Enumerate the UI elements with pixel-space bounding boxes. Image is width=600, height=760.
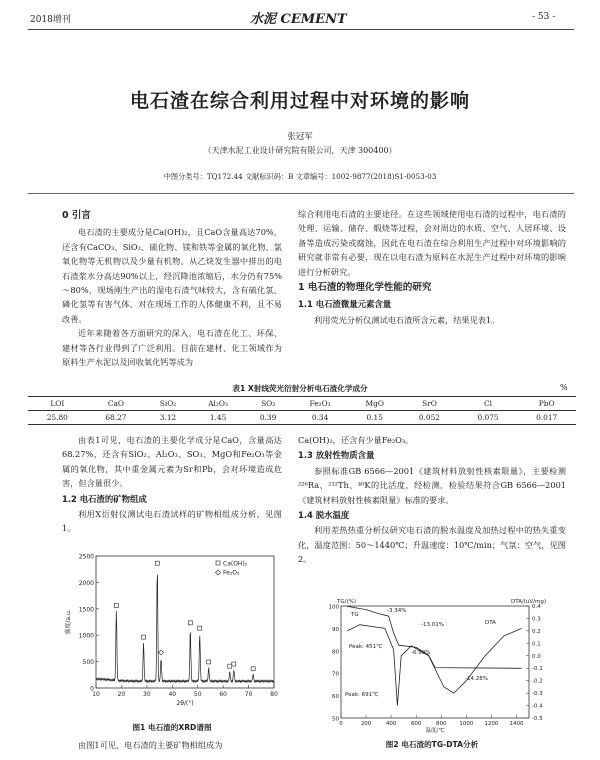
- paragraph: Ca(OH)₂，还含有少量Fe₂O₃。: [298, 435, 414, 445]
- table-cell: 0.017: [517, 411, 576, 425]
- left-column: [62, 207, 282, 369]
- peak-marker-caoh2: [207, 660, 211, 664]
- table-header-cell: SO₃: [245, 397, 291, 411]
- journal-logo: 水泥 CEMENT: [250, 12, 347, 27]
- peak-marker-caoh2: [228, 664, 232, 668]
- x-tick-label: 1000: [459, 721, 474, 727]
- y-left-axis-label: TG/(%): [337, 599, 356, 605]
- y-right-tick-label: 0.2: [532, 628, 541, 635]
- page-number: - 53 -: [532, 12, 556, 22]
- xrd-spectrum-line: [96, 575, 274, 683]
- subsection-heading: 1.1 电石渣微量元素含量: [298, 299, 392, 310]
- x-tick-label: 50: [193, 691, 202, 698]
- section-heading: 0 引言: [62, 210, 91, 221]
- title-rule: [28, 193, 574, 194]
- plot-frame: [96, 556, 274, 688]
- classification-line: 中图分类号：TQ172.44 文献标识码：B 文章编号：1002-9877(2018)S1-0053-03: [163, 172, 437, 181]
- paragraph: 参照标准GB 6566—2001《建筑材料放射性核素限量》，主要检测²²⁶Ra、²³²Th、⁴⁰K的比活度，经检测，检验结果符合GB 6566—2001《建筑材料放射性核素限量》标准的要求。: [298, 465, 566, 505]
- table-header-row: [28, 397, 576, 411]
- y-right-tick-label: 0.3: [532, 616, 541, 623]
- y-tick-label: 2000: [78, 579, 94, 587]
- x-axis-label: 温度/℃: [425, 728, 445, 734]
- y-tick-label: 0: [90, 685, 94, 693]
- x-tick-label: 0: [339, 721, 343, 727]
- chart-annotation: DTA: [485, 620, 496, 626]
- x-tick-label: 80: [270, 691, 278, 698]
- right-column: [298, 207, 566, 327]
- x-tick-label: 400: [385, 721, 397, 727]
- tg-dta-plot-group: [329, 599, 547, 734]
- y-right-tick-label: -0.3: [532, 691, 543, 698]
- y-left-tick-label: 50: [332, 716, 339, 723]
- chart-annotation: -3.34%: [387, 608, 407, 614]
- figure-2-caption: 图2 电石渣的TG-DTA分析: [385, 740, 479, 749]
- x-tick-label: 70: [244, 691, 253, 698]
- table-caption: 表1 X射线荧光衍射分析电石渣化学成分: [232, 384, 368, 393]
- x-tick-label: 200: [360, 721, 372, 727]
- tg-series-line: [347, 606, 521, 668]
- section-heading: 1 电石渣的物理化学性能的研究: [298, 282, 432, 294]
- header-rule: [28, 29, 574, 30]
- table-cell: 68.27: [87, 411, 146, 425]
- table-header-cell: CaO: [87, 397, 146, 411]
- paragraph: 利用X衍射仪测试电石渣试样的矿物相组成分析，见图1。: [62, 509, 282, 534]
- y-right-tick-label: -0.2: [532, 678, 543, 685]
- article-title: 电石渣在综合利用过程中对环境的影响: [129, 90, 470, 112]
- table-header-cell: PbO: [517, 397, 576, 411]
- chart-annotation: -6.90%: [411, 650, 431, 656]
- paragraph: 由表1可见，电石渣的主要化学成分是CaO，含量高达68.27%，还含有SiO₂、Al₂O₃、SO₃、MgO和Fe₂O₃等金属的氧化物，其中重金属元素为Sr和Pb，会对环境造成危害，但含量很少。: [62, 435, 282, 489]
- y-tick-label: 1000: [78, 632, 94, 640]
- composition-table: [28, 396, 576, 425]
- peak-marker-caoh2: [155, 561, 159, 565]
- journal-issue: 2018增刊: [30, 15, 71, 25]
- legend-label: Ca(OH)₂: [223, 560, 248, 568]
- y-left-tick-label: 60: [332, 694, 339, 701]
- lower-right-column: [298, 433, 566, 567]
- table-row: [28, 411, 576, 425]
- peak-marker-caoh2: [251, 667, 255, 671]
- paragraph: 利用差热热重分析仪研究电石渣的脱水温度及加热过程中的热失重变化，温度范围：50～1440℃；升温速度：10℃/min；气氛：空气，见图2。: [298, 525, 566, 565]
- y-right-tick-label: -0.1: [532, 666, 543, 673]
- peak-marker-fe2o3: [159, 650, 164, 655]
- author: 张冠军: [287, 132, 313, 142]
- x-tick-label: 1200: [484, 721, 499, 727]
- x-axis-label: 2θ/(°): [176, 700, 194, 707]
- tg-dta-chart: [315, 596, 565, 734]
- paragraph: 电石渣的主要成分是Ca(OH)₂，且CaO含量高达70%，还含有CaCO₃、SiO₂、硫化物、镁和铁等金属的氧化物、氯氧化物等无机物以及少量有机物。从乙炔发生器中排出的电石渣浆水分高达90%以上，经沉降池浓缩后，水分仍有75%～80%，现场刚生产出的湿电石渣气味较大，含有硫化氢、磷化氢等有害气体，对在现场工作的人体健康不利，且不易改善。: [62, 227, 282, 324]
- y-left-tick-label: 100: [328, 604, 339, 611]
- subsection-heading: 1.4 脱水温度: [298, 510, 350, 521]
- y-right-tick-label: 0.4: [532, 604, 541, 610]
- legend-marker-caoh2: [216, 561, 220, 565]
- table-header-cell: Fe₂O₃: [291, 397, 349, 411]
- xrd-chart: [62, 548, 282, 716]
- lower-left-tail: [62, 738, 282, 752]
- peak-marker-caoh2: [188, 621, 192, 625]
- paragraph: 综合利用电石渣的主要途径。在这些领域使用电石渣的过程中，电石渣的处理、运输、储存、煅烧等过程，会对周边的水质、空气、人居环境、设备等造成污染或腐蚀，因此在电石渣在综合利用生产过程中对环境影响的研究就非常有必要，现在以电石渣为原料在水泥生产过程中对环境的影响进行分析研究。: [298, 209, 566, 277]
- table-header-cell: SiO₂: [145, 397, 191, 411]
- xrd-plot-group: [64, 554, 278, 708]
- legend-label: Fe₂O₃: [223, 569, 240, 577]
- y-tick-label: 2500: [78, 553, 94, 561]
- paragraph: 由图1可见，电石渣的主要矿物相组成为: [78, 740, 223, 750]
- paragraph: 利用荧光分析仪测试电石渣所含元素，结果见表1。: [314, 314, 500, 325]
- figure-1-caption: 图1 电石渣的XRD谱图: [132, 723, 212, 732]
- y-right-tick-label: -0.5: [532, 716, 543, 722]
- affiliation: （天津水泥工业设计研究院有限公司，天津 300400）: [203, 146, 397, 155]
- y-right-axis-label: DTA/(uV/mg): [511, 599, 547, 605]
- table-header-cell: SrO: [400, 397, 459, 411]
- y-right-tick-label: -0.4: [532, 703, 543, 710]
- table-container: [28, 396, 576, 425]
- lower-left-column: [62, 433, 282, 536]
- x-tick-label: 40: [168, 691, 177, 698]
- table-cell: 0.075: [459, 411, 518, 425]
- chart-annotation: -14.28%: [465, 676, 488, 682]
- y-axis-label: 强度/a.u.: [65, 609, 72, 635]
- peak-marker-caoh2: [232, 662, 236, 666]
- table-header-cell: LOI: [28, 397, 87, 411]
- table-header-cell: Cl: [459, 397, 518, 411]
- y-tick-label: 500: [82, 659, 94, 667]
- y-right-tick-label: 0.0: [532, 653, 541, 660]
- table-header-cell: MgO: [349, 397, 400, 411]
- table-cell: 1.45: [191, 411, 246, 425]
- chart-annotation: -13.01%: [421, 622, 444, 628]
- table-unit: %: [560, 383, 568, 392]
- table-cell: 3.12: [145, 411, 191, 425]
- legend-marker-fe2o3: [216, 570, 221, 575]
- table-cell: 0.15: [349, 411, 400, 425]
- subsection-heading: 1.2 电石渣的矿物组成: [62, 493, 147, 504]
- peak-marker-caoh2: [198, 626, 202, 630]
- x-tick-label: 20: [117, 691, 126, 698]
- x-tick-label: 10: [92, 691, 100, 698]
- y-left-tick-label: 90: [332, 626, 339, 633]
- table-cell: 25.80: [28, 411, 87, 425]
- table-cell: 0.052: [400, 411, 459, 425]
- paragraph: 近年来随着各方面研究的深入，电石渣在化工、环保、建材等各行业得到了广泛利用。目前在建材、化工领域作为原料生产水泥以及回收氧化钙等成为: [62, 328, 282, 368]
- chart-annotation: TG: [351, 612, 359, 618]
- x-tick-label: 60: [219, 691, 227, 698]
- subsection-heading: 1.3 放射性物质含量: [298, 450, 375, 461]
- table-cell: 0.39: [245, 411, 291, 425]
- y-left-tick-label: 70: [332, 671, 339, 678]
- chart-annotation: Peak: 691℃: [345, 692, 379, 698]
- x-tick-label: 800: [436, 721, 447, 727]
- y-left-tick-label: 80: [332, 649, 339, 656]
- x-tick-label: 30: [143, 691, 151, 698]
- y-tick-label: 1500: [78, 606, 94, 614]
- chart-annotation: Peak: 451℃: [349, 644, 383, 650]
- y-right-tick-label: 0.1: [532, 641, 541, 648]
- x-tick-label: 600: [410, 721, 422, 727]
- table-cell: 0.34: [291, 411, 349, 425]
- peak-marker-caoh2: [114, 603, 118, 607]
- table-header-cell: Al₂O₃: [191, 397, 246, 411]
- peak-marker-caoh2: [142, 635, 146, 639]
- x-tick-label: 1400: [509, 721, 524, 727]
